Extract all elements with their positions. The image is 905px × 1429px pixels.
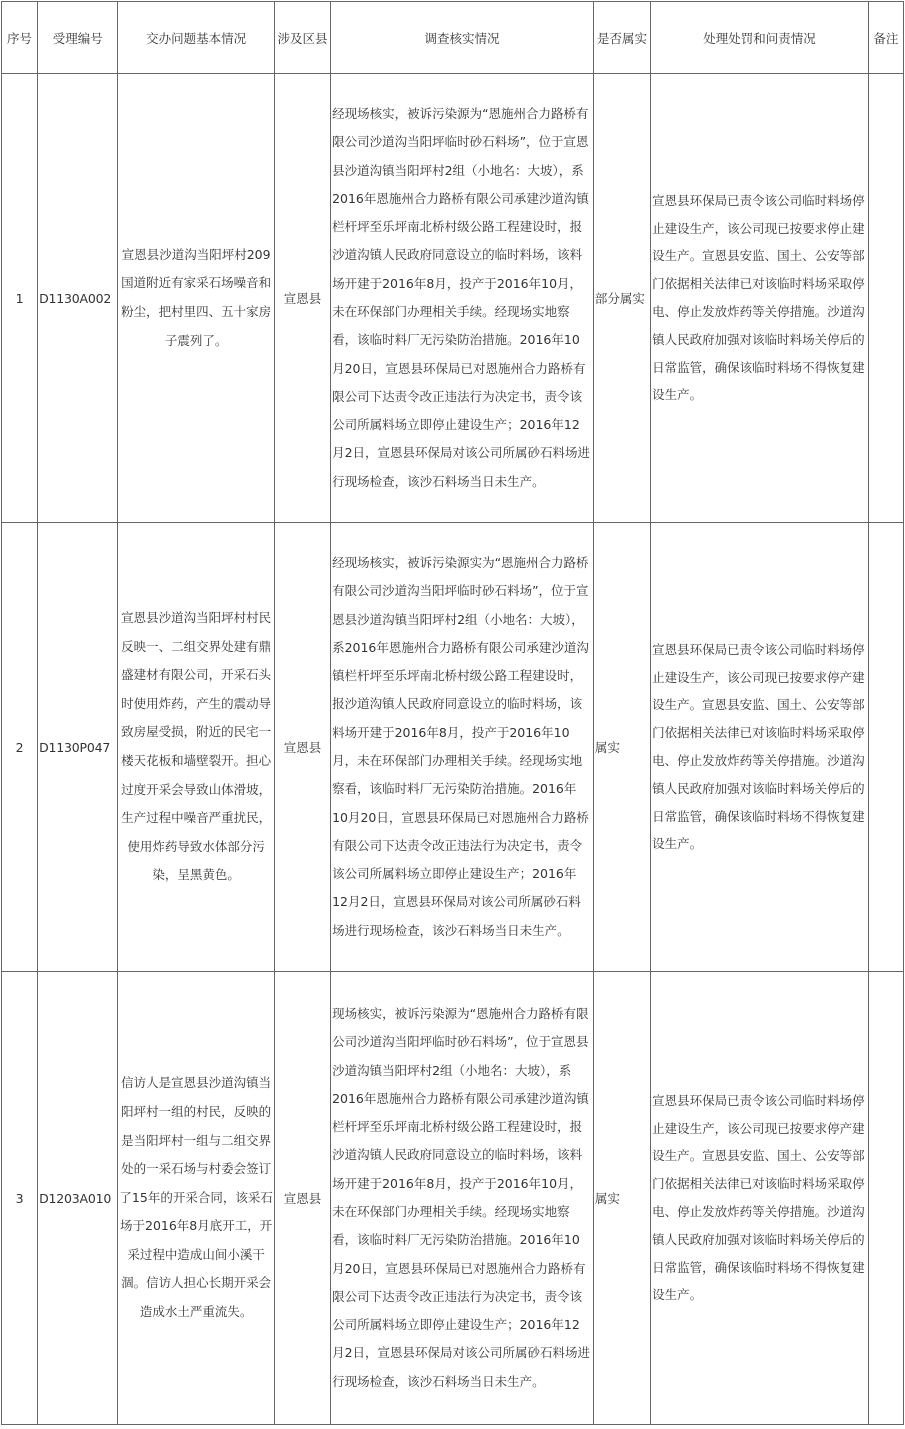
cell-summary: 信访人是宣恩县沙道沟镇当阳坪村一组的村民，反映的是当阳坪村一组与二组交界处的一采石场与村委会签订了15年的开采合同，该采石场于2016年8月底开工，开采过程中造成山间小溪干涸。信访人担心长期开采会造成水土严重流失。: [118, 972, 275, 1425]
cell-handling: 宣恩县环保局已责令该公司临时料场停止建设生产，该公司现已按要求停止建设生产。宣恩县安监、国土、公安等部门依据相关法律已对该临时料场采取停电、停止发放炸药等关停措施。沙道沟镇人民政府加强对该临时料场关停后的日常监管，确保该临时料场不得恢复建设生产。: [651, 74, 869, 523]
table-header-row: [2, 2, 904, 74]
cell-case-id: D1130A002: [38, 74, 118, 523]
cell-remarks: [868, 523, 903, 972]
cell-county: 宣恩县: [274, 972, 330, 1425]
cell-verified: 属实: [593, 972, 650, 1425]
header-seq: 序号: [2, 2, 38, 74]
cell-case-id: D1203A010: [38, 972, 118, 1425]
cell-seq: 3: [2, 972, 38, 1425]
cell-county: 宣恩县: [274, 74, 330, 523]
cell-verified: 部分属实: [593, 74, 650, 523]
cell-seq: 1: [2, 74, 38, 523]
header-verified: 是否属实: [593, 2, 650, 74]
cell-investigation: 现场核实，被诉污染源为“恩施州合力路桥有限公司沙道沟当阳坪临时砂石料场”，位于宣恩县沙道沟镇当阳坪村2组（小地名：大坡），系2016年恩施州合力路桥有限公司承建沙道沟镇栏杆坪至乐坪南北桥村级公路工程建设时，报沙道沟镇人民政府同意设立的临时料场，该料场开建于2016年8月，投产于2016年10月，未在环保部门办理相关手续。经现场实地察看，该临时料厂无污染防治措施。2016年10月20日，宣恩县环保局已对恩施州合力路桥有限公司下达责令改正违法行为决定书，责令该公司所属料场立即停止建设生产；2016年12月2日，宣恩县环保局对该公司所属砂石料场进行现场检查，该沙石料场当日未生产。: [331, 972, 594, 1425]
cell-case-id: D1130P047: [38, 523, 118, 972]
cell-verified: 属实: [593, 523, 650, 972]
header-county: 涉及区县: [274, 2, 330, 74]
cell-handling: 宣恩县环保局已责令该公司临时料场停止建设生产，该公司现已按要求停产建设生产。宣恩县安监、国土、公安等部门依据相关法律已对该临时料场采取停电、停止发放炸药等关停措施。沙道沟镇人民政府加强对该临时料场关停后的日常监管，确保该临时料场不得恢复建设生产。: [651, 523, 869, 972]
header-case-id: 受理编号: [38, 2, 118, 74]
header-remarks: 备注: [868, 2, 903, 74]
complaint-report-table: [1, 1, 904, 1425]
table-row: [2, 523, 904, 972]
cell-county: 宣恩县: [274, 523, 330, 972]
table-row: [2, 74, 904, 523]
header-handling: 处理处罚和问责情况: [651, 2, 869, 74]
header-summary: 交办问题基本情况: [118, 2, 275, 74]
header-investigation: 调查核实情况: [331, 2, 594, 74]
cell-remarks: [868, 74, 903, 523]
cell-summary: 宣恩县沙道沟当阳坪村209国道附近有家采石场噪音和粉尘，把村里四、五十家房子震列了。: [118, 74, 275, 523]
cell-summary: 宣恩县沙道沟当阳坪村村民反映一、二组交界处建有鼎盛建材有限公司，开采石头时使用炸药，产生的震动导致房屋受损，附近的民宅一楼天花板和墙壁裂开。担心过度开采会导致山体滑坡，生产过程中噪音严重扰民，使用炸药导致水体部分污染，呈黑黄色。: [118, 523, 275, 972]
table-row: [2, 972, 904, 1425]
cell-investigation: 经现场核实，被诉污染源实为“恩施州合力路桥有限公司沙道沟当阳坪临时砂石料场”，位于宣恩县沙道沟镇当阳坪村2组（小地名：大坡），系2016年恩施州合力路桥有限公司承建沙道沟镇栏杆坪至乐坪南北桥村级公路工程建设时，报沙道沟镇人民政府同意设立的临时料场，该料场开建于2016年8月，投产于2016年10月，未在环保部门办理相关手续。经现场实地察看，该临时料厂无污染防治措施。2016年10月20日，宣恩县环保局已对恩施州合力路桥有限公司下达责令改正违法行为决定书，责令该公司所属料场立即停止建设生产；2016年12月2日，宣恩县环保局对该公司所属砂石料场进行现场检查，该沙石料场当日未生产。: [331, 523, 594, 972]
cell-remarks: [868, 972, 903, 1425]
cell-seq: 2: [2, 523, 38, 972]
cell-handling: 宣恩县环保局已责令该公司临时料场停止建设生产，该公司现已按要求停产建设生产。宣恩县安监、国土、公安等部门依据相关法律已对该临时料场采取停电、停止发放炸药等关停措施。沙道沟镇人民政府加强对该临时料场关停后的日常监管，确保该临时料场不得恢复建设生产。: [651, 972, 869, 1425]
cell-investigation: 经现场核实，被诉污染源为“恩施州合力路桥有限公司沙道沟当阳坪临时砂石料场”，位于宣恩县沙道沟镇当阳坪村2组（小地名：大坡），系2016年恩施州合力路桥有限公司承建沙道沟镇栏杆坪至乐坪南北桥村级公路工程建设时，报沙道沟镇人民政府同意设立的临时料场，该料场开建于2016年8月，投产于2016年10月，未在环保部门办理相关手续。经现场实地察看，该临时料厂无污染防治措施。2016年10月20日，宣恩县环保局已对恩施州合力路桥有限公司下达责令改正违法行为决定书，责令该公司所属料场立即停止建设生产；2016年12月2日，宣恩县环保局对该公司所属砂石料场进行现场检查，该沙石料场当日未生产。: [331, 74, 594, 523]
